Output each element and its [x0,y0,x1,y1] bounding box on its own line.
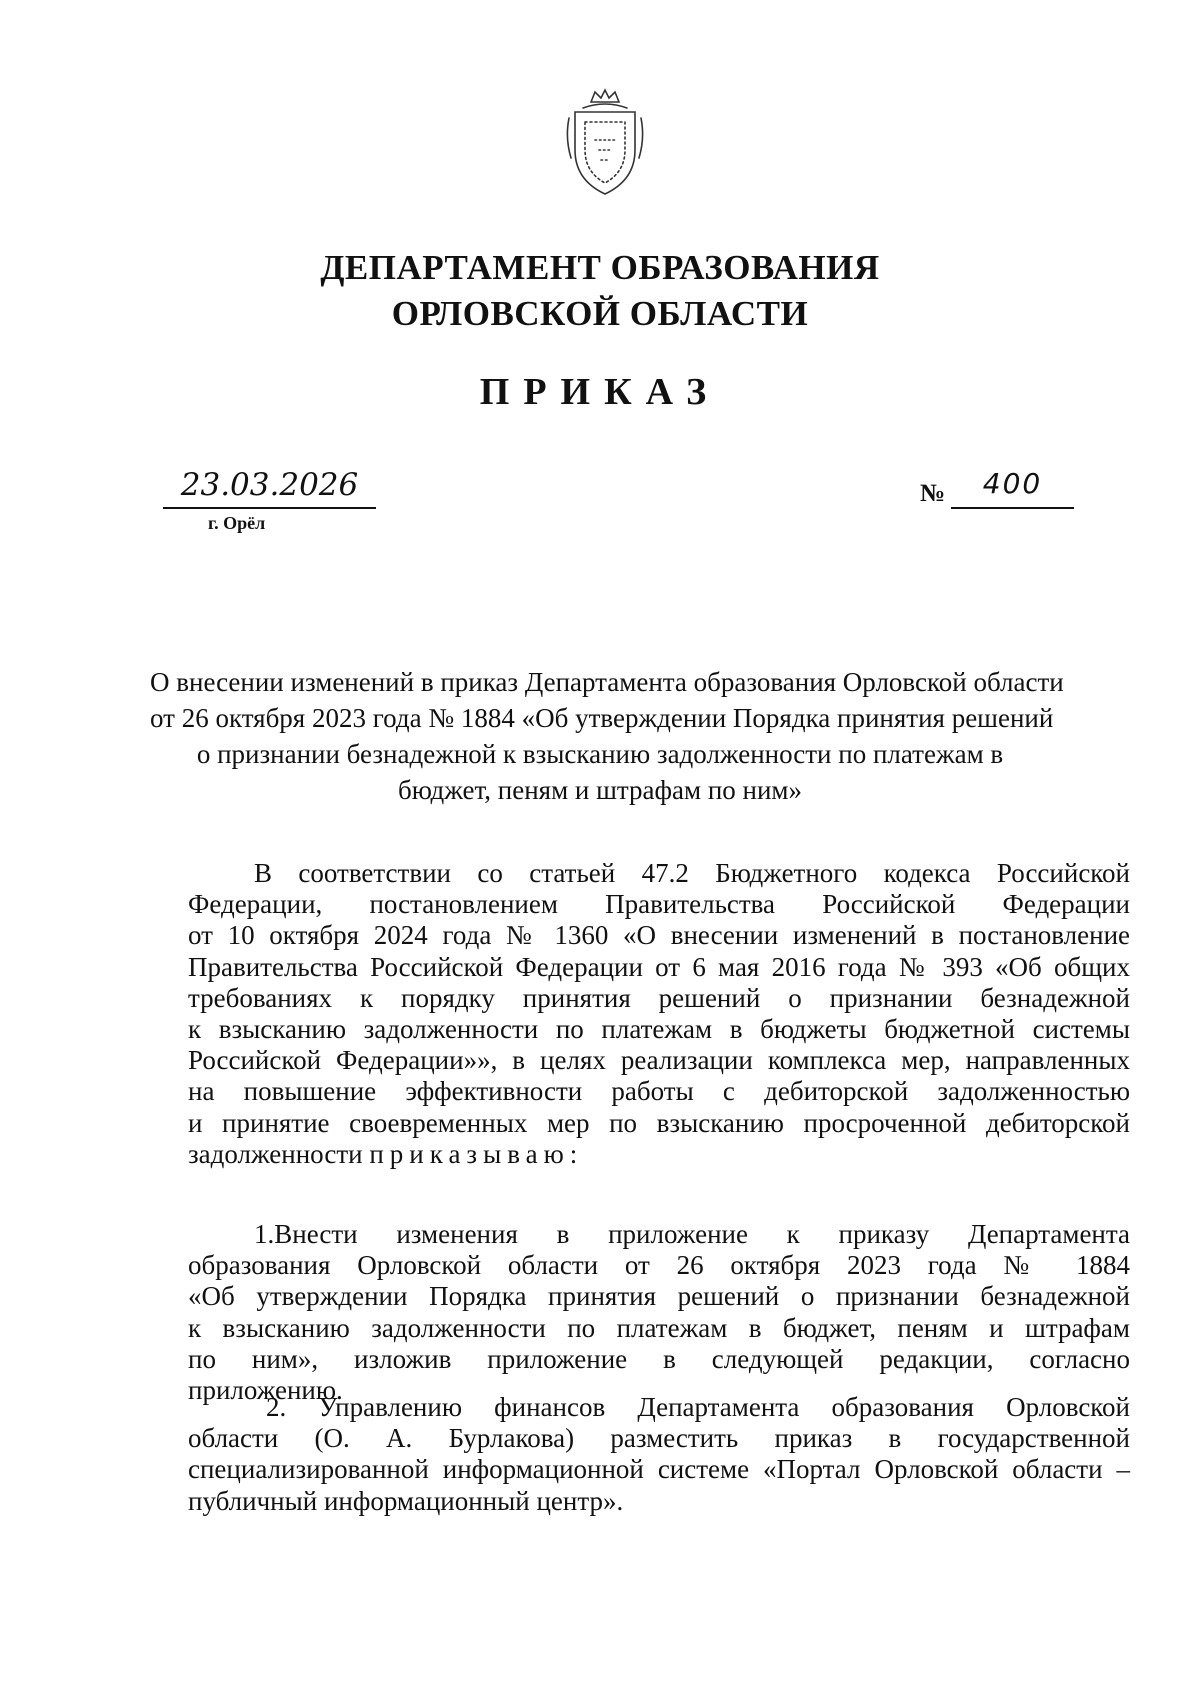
text-line: 2. Управлению финансов Департамента образования Орловской [266,1392,1130,1422]
subject-line: О внесении изменений в приказ Департамента образования Орловской области [150,667,1064,697]
number-underline [951,507,1074,509]
department-name-line1: ДЕПАРТАМЕНТ ОБРАЗОВАНИЯ [320,248,880,287]
text-line: специализированной информационной системе «Портал Орловской области – [188,1454,1130,1485]
subject-line: о признании безнадежной к взысканию задолженности по платежам в [196,739,1004,769]
preamble-paragraph [188,858,1130,1170]
text-line: 1.Внести изменения в приложение к приказу Департамента [254,1219,1130,1249]
date-underline [163,507,376,509]
subject-line: бюджет, пеням и штрафам по ним» [397,775,803,805]
subject-line: от 26 октября 2023 года № 1884 «Об утверждении Порядка принятия решений [150,703,1054,733]
city-label: г. Орёл [208,513,266,533]
order-word: приказываю: [369,1138,584,1169]
text-line: Правительства Российской Федерации от 6 мая 2016 года № 393 «Об общих [188,951,1130,982]
text-line: Федерации, постановлением Правительства Российской Федерации [188,889,1130,920]
order-number: 400 [982,467,1043,500]
number-sign: № [920,480,946,507]
order-date: 23.03.2026 [180,467,359,503]
text-line-last: публичный информационный центр». [188,1485,624,1516]
order-subject [150,664,1064,808]
text-line: требованиях к порядку принятия решений о признании безнадежной [188,982,1130,1013]
text-line: образования Орловской области от 26 октября 2023 года № 1884 [188,1250,1130,1281]
text-line: на повышение эффективности работы с дебиторской задолженностью [188,1076,1130,1107]
coat-of-arms-icon [561,88,649,198]
preamble-last-word: задолженности [188,1138,363,1169]
item-1-paragraph [188,1219,1130,1406]
text-line: к взысканию задолженности по платежам в бюджеты бюджетной системы [188,1014,1130,1045]
text-line: области (О. А. Бурлакова) разместить приказ в государственной [188,1423,1130,1454]
text-line-last: приложению. [188,1375,343,1406]
text-line: от 10 октября 2024 года № 1360 «О внесении изменений в постановление [188,920,1130,951]
text-line-last [188,1139,1130,1170]
text-line: по ним», изложив приложение в следующей редакции, согласно [188,1343,1130,1374]
text-line: и принятие своевременных мер по взысканию просроченной дебиторской [188,1107,1130,1138]
text-line: В соответствии со статьей 47.2 Бюджетного кодекса Российской [254,858,1130,888]
text-line: «Об утверждении Порядка принятия решений о признании безнадежной [188,1281,1130,1312]
document-type-title: ПРИКАЗ [479,371,721,413]
text-line: к взысканию задолженности по платежам в бюджет, пеням и штрафам [188,1312,1130,1343]
department-name-line2: ОРЛОВСКОЙ ОБЛАСТИ [391,294,809,333]
text-line: Российской Федерации»», в целях реализации комплекса мер, направленных [188,1045,1130,1076]
item-2-paragraph [188,1392,1130,1517]
order-number-field [951,467,1074,509]
order-date-field [163,467,376,509]
